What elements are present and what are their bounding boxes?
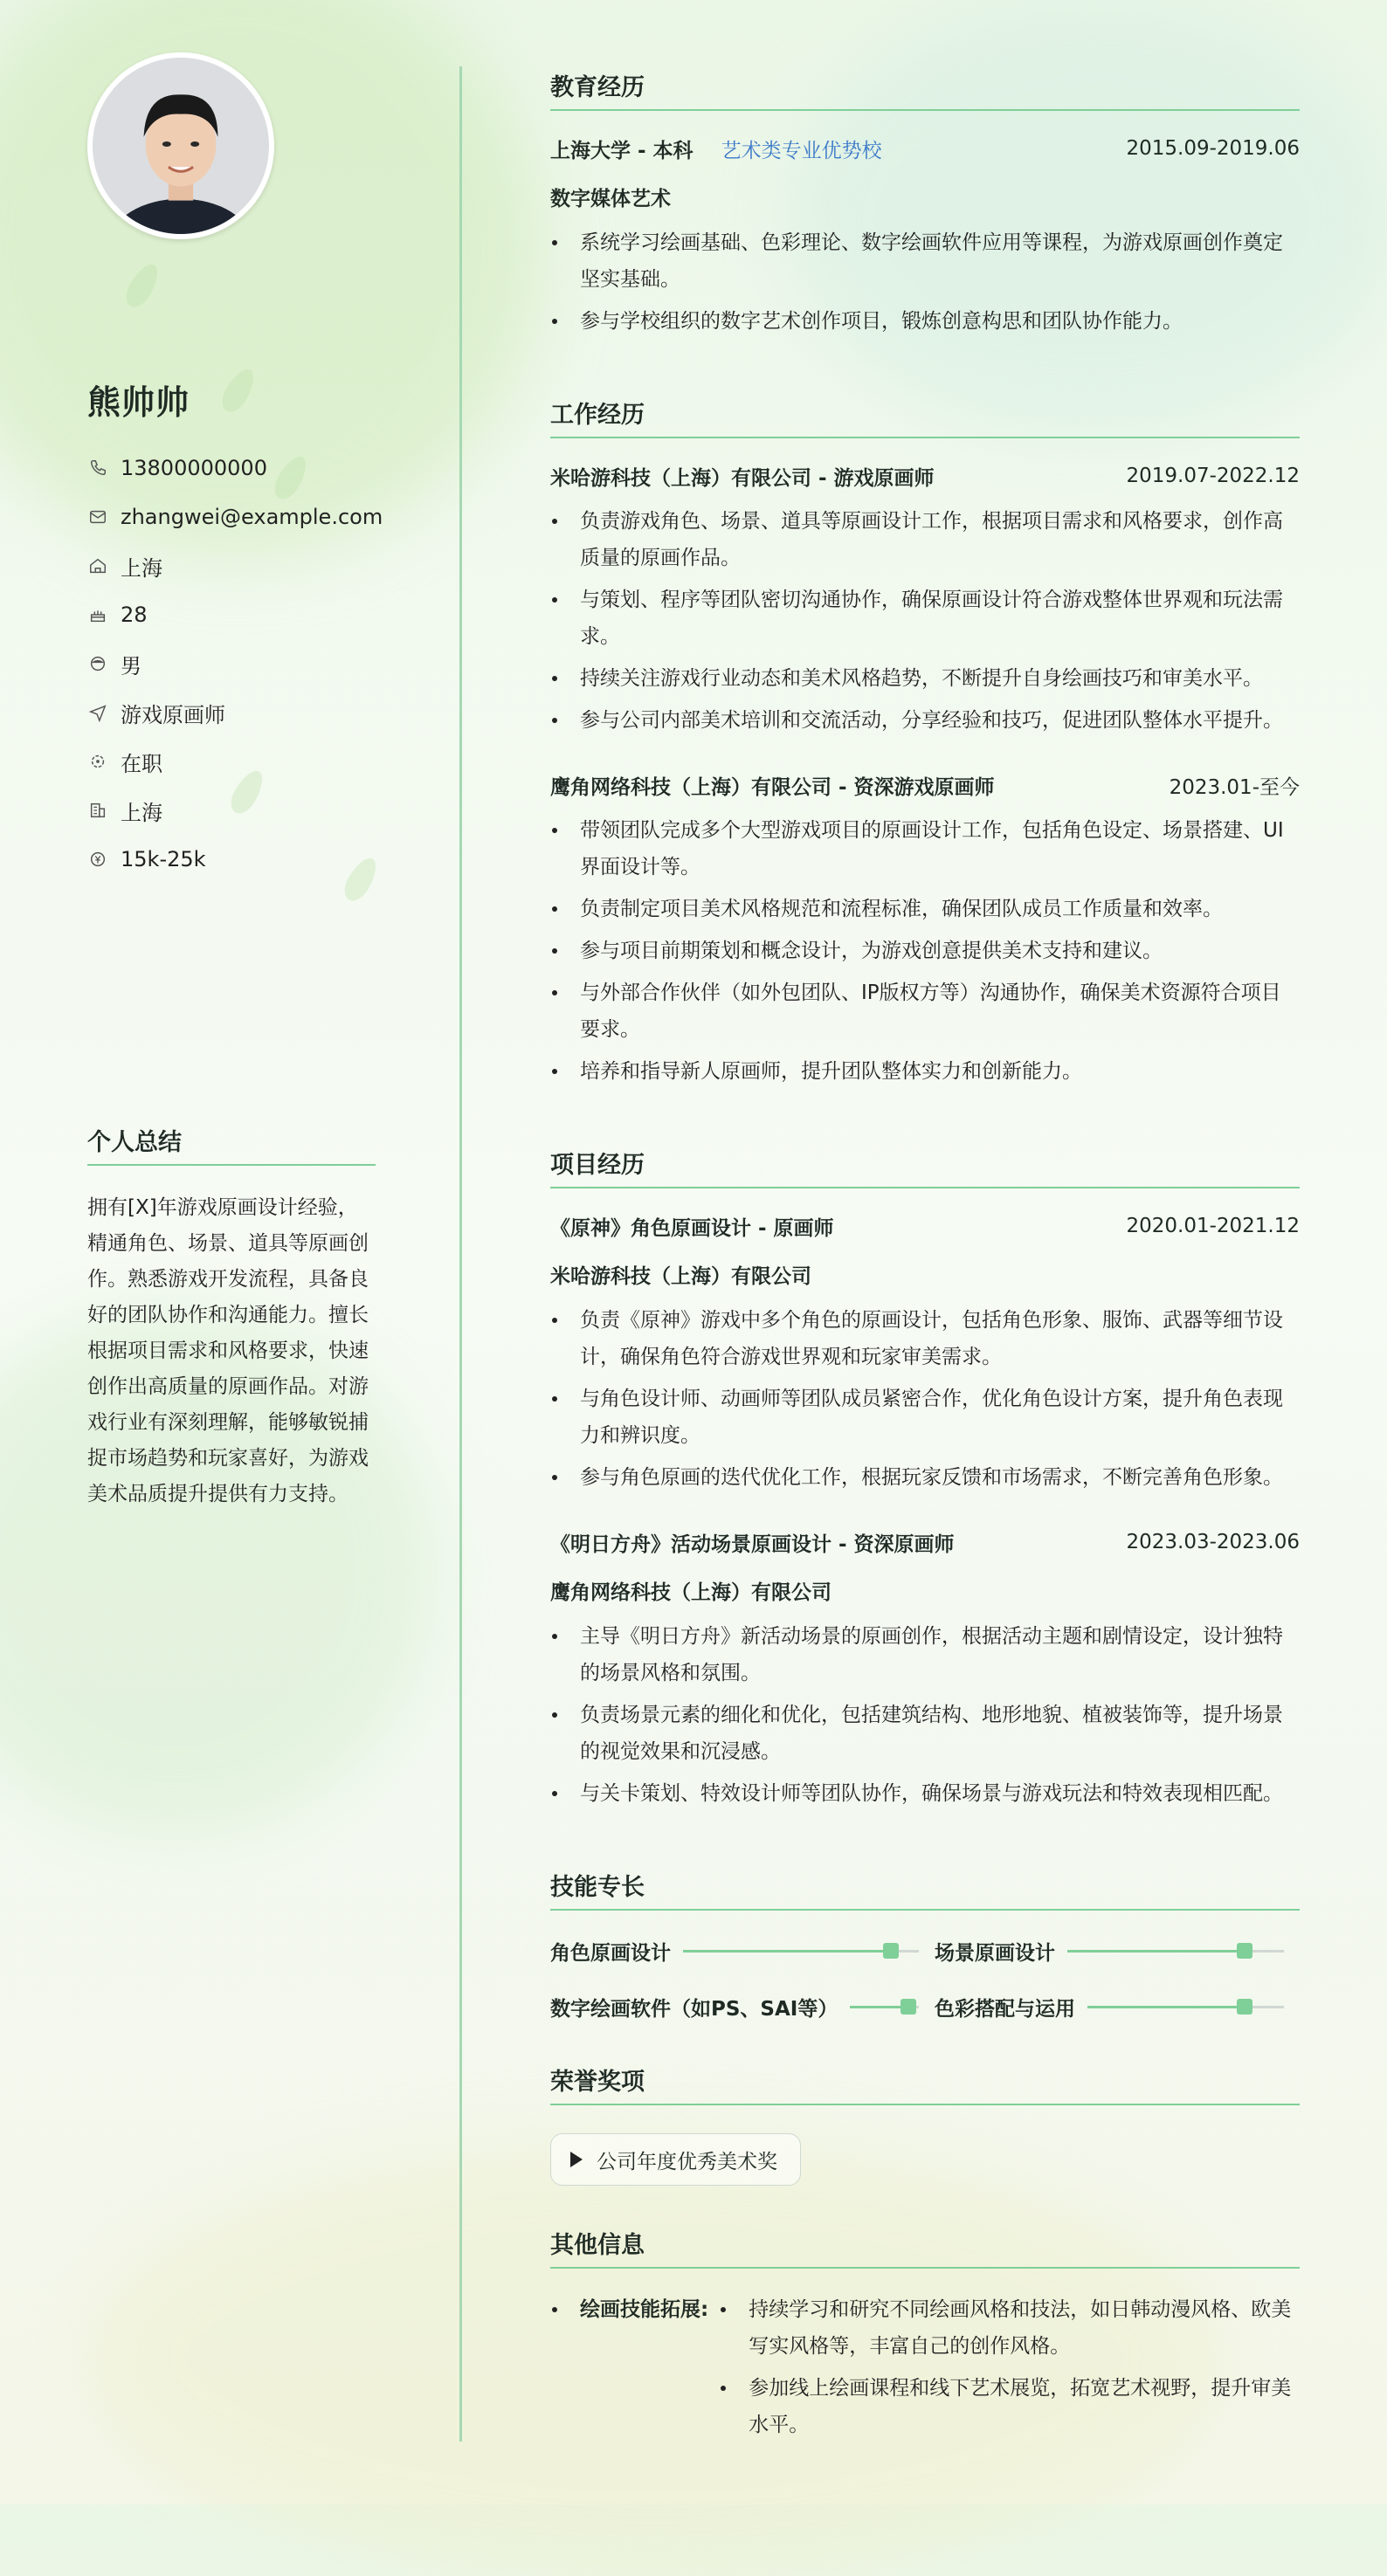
gender-text: 男 (121, 653, 141, 678)
education-major: 数字媒体艺术 (550, 188, 671, 210)
skill-name: 色彩搭配与运用 (935, 1997, 1075, 2021)
skill-bar (850, 2006, 919, 2008)
work-item-bullets (550, 812, 1300, 1090)
school-name: 上海大学 - 本科 (550, 139, 694, 162)
other-bullets (719, 2291, 1300, 2449)
info-position (87, 688, 383, 737)
project-item-title: 《原神》角色原画设计 - 原画师 (550, 1216, 834, 1240)
cake-icon (87, 604, 108, 625)
skill-name: 数字绘画软件（如PS、SAI等） (550, 1997, 838, 2021)
list-item: 负责游戏角色、场景、道具等原画设计工作，根据项目需求和风格要求，创作高质量的原画作品。 (550, 503, 1300, 576)
right-column (550, 68, 1300, 2449)
left-column (87, 52, 383, 1505)
awards-title: 荣誉奖项 (550, 2063, 1300, 2105)
work-item-title: 米哈游科技（上海）有限公司 - 游戏原画师 (550, 466, 935, 490)
skill-knob (901, 1999, 916, 2015)
award-name: 公司年度优秀美术奖 (597, 2150, 777, 2173)
list-item: 参与公司内部美术培训和交流活动，分享经验和技巧，促进团队整体水平提升。 (550, 702, 1300, 739)
avatar (87, 52, 274, 239)
award-toggle[interactable] (550, 2133, 801, 2186)
work-item-date: 2019.07-2022.12 (1126, 465, 1300, 487)
info-location (87, 541, 383, 590)
contact-info-list (87, 444, 383, 884)
skill-knob (883, 1943, 899, 1959)
other-item (550, 2291, 1300, 2449)
skill-item (935, 1989, 1300, 2024)
position-text: 游戏原画师 (121, 702, 225, 727)
mail-icon (87, 506, 108, 527)
phone-icon (87, 458, 108, 479)
skill-name: 场景原画设计 (935, 1941, 1055, 1965)
profile-name: 熊帅帅 (87, 383, 190, 422)
list-item: 负责《原神》游戏中多个角色的原画设计，包括角色形象、服饰、武器等细节设计，确保角色符合游戏世界观和玩家审美需求。 (550, 1302, 1300, 1375)
work-item-header (550, 770, 1300, 800)
status-icon (87, 751, 108, 772)
info-status (87, 737, 383, 786)
list-item: 参加线上绘画课程和线下艺术展览，拓宽艺术视野，提升审美水平。 (719, 2370, 1300, 2443)
building-icon (87, 800, 108, 821)
skill-bar (1067, 1950, 1284, 1953)
gender-icon (87, 653, 108, 674)
list-item: 持续关注游戏行业动态和美术风格趋势，不断提升自身绘画技巧和审美水平。 (550, 660, 1300, 697)
project-item-date: 2020.01-2021.12 (1126, 1215, 1300, 1237)
project-item-header (550, 1211, 1300, 1241)
education-title: 教育经历 (550, 68, 1300, 111)
list-item: 与策划、程序等团队密切沟通协作，确保原画设计符合游戏整体世界观和玩法需求。 (550, 582, 1300, 655)
work-section (550, 396, 1300, 1090)
list-item: 与角色设计师、动画师等团队成员紧密合作，优化角色设计方案，提升角色表现力和辨识度。 (550, 1381, 1300, 1454)
column-divider (459, 66, 462, 2442)
projects-title: 项目经历 (550, 1146, 1300, 1188)
work-item-title: 鹰角网络科技（上海）有限公司 - 资深游戏原画师 (550, 775, 995, 799)
skills-title: 技能专长 (550, 1868, 1300, 1911)
project-item-company: 鹰角网络科技（上海）有限公司 (550, 1581, 832, 1604)
projects-section (550, 1146, 1300, 1812)
work-item-bullets (550, 503, 1300, 739)
list-item: 参与学校组织的数字艺术创作项目，锻炼创意构思和团队协作能力。 (550, 303, 1300, 340)
list-item: 负责制定项目美术风格规范和流程标准，确保团队成员工作质量和效率。 (550, 891, 1300, 927)
education-bullets (550, 224, 1300, 340)
skills-section (550, 1868, 1300, 2024)
info-email (87, 492, 383, 541)
list-item: 与外部合作伙伴（如外包团队、IP版权方等）沟通协作，确保美术资源符合项目要求。 (550, 975, 1300, 1048)
info-gender (87, 639, 383, 688)
list-item: 负责场景元素的细化和优化，包括建筑结构、地形地貌、植被装饰等，提升场景的视觉效果和沉浸感。 (550, 1697, 1300, 1770)
info-city (87, 786, 383, 835)
summary-text: 拥有[X]年游戏原画设计经验，精通角色、场景、道具等原画创作。熟悉游戏开发流程，具备良好的团队协作和沟通能力。擅长根据项目需求和风格要求，快速创作出高质量的原画作品。对游戏行业有深刻理解，能够敏锐捕捉市场趋势和玩家喜好，为游戏美术品质提升提供有力支持。 (87, 1196, 369, 1505)
project-item-title: 《明日方舟》活动场景原画设计 - 资深原画师 (550, 1533, 955, 1556)
list-item: 带领团队完成多个大型游戏项目的原画设计工作，包括角色设定、场景搭建、UI界面设计等。 (550, 812, 1300, 885)
work-title: 工作经历 (550, 396, 1300, 438)
phone-text: 13800000000 (121, 456, 267, 480)
skill-item (550, 1933, 935, 1968)
list-item: 系统学习绘画基础、色彩理论、数字绘画软件应用等课程，为游戏原画创作奠定坚实基础。 (550, 224, 1300, 298)
list-item: 与关卡策划、特效设计师等团队协作，确保场景与游戏玩法和特效表现相匹配。 (550, 1775, 1300, 1812)
age-text: 28 (121, 603, 148, 627)
project-item-company: 米哈游科技（上海）有限公司 (550, 1265, 811, 1288)
school-tag: 艺术类专业优势校 (721, 139, 882, 162)
email-text: zhangwei@example.com (121, 505, 383, 529)
education-section (550, 68, 1300, 340)
list-item: 参与角色原画的迭代优化工作，根据玩家反馈和市场需求，不断完善角色形象。 (550, 1459, 1300, 1496)
work-item-header (550, 461, 1300, 491)
location-text: 上海 (121, 555, 162, 581)
info-salary (87, 835, 383, 884)
send-icon (87, 702, 108, 723)
list-item: 持续学习和研究不同绘画风格和技法，如日韩动漫风格、欧美写实风格等，丰富自己的创作风格。 (719, 2291, 1300, 2365)
city-text: 上海 (121, 800, 162, 825)
education-date: 2015.09-2019.06 (1126, 137, 1300, 160)
skill-knob (1237, 1999, 1252, 2015)
salary-icon (87, 849, 108, 870)
skill-knob (1237, 1943, 1252, 1959)
list-item: 参与项目前期策划和概念设计，为游戏创意提供美术支持和建议。 (550, 933, 1300, 969)
skills-grid (550, 1933, 1300, 2024)
skill-bar (1087, 2006, 1284, 2008)
summary-section (87, 1123, 376, 1512)
skill-name: 角色原画设计 (550, 1941, 671, 1965)
other-title: 其他信息 (550, 2226, 1300, 2269)
list-item: 培养和指导新人原画师，提升团队整体实力和创新能力。 (550, 1053, 1300, 1090)
other-label: 绘画技能拓展: (550, 2291, 708, 2449)
project-item-bullets (550, 1302, 1300, 1496)
project-item-header (550, 1527, 1300, 1557)
skill-item (550, 1989, 935, 2024)
summary-title: 个人总结 (87, 1123, 376, 1166)
skill-item (935, 1933, 1300, 1968)
info-phone (87, 444, 383, 492)
play-triangle-icon (570, 2152, 583, 2167)
home-icon (87, 555, 108, 576)
list-item: 主导《明日方舟》新活动场景的原画创作，根据活动主题和剧情设定，设计独特的场景风格和氛围。 (550, 1618, 1300, 1691)
work-item-date: 2023.01-至今 (1169, 775, 1300, 799)
project-item-bullets (550, 1618, 1300, 1812)
status-text: 在职 (121, 751, 162, 776)
other-section (550, 2226, 1300, 2449)
salary-text: 15k-25k (121, 847, 206, 871)
project-item-date: 2023.03-2023.06 (1126, 1531, 1300, 1553)
awards-section (550, 2063, 1300, 2186)
avatar-photo (93, 58, 269, 234)
skill-bar (683, 1950, 919, 1953)
education-header (550, 134, 1300, 163)
info-age (87, 590, 383, 639)
